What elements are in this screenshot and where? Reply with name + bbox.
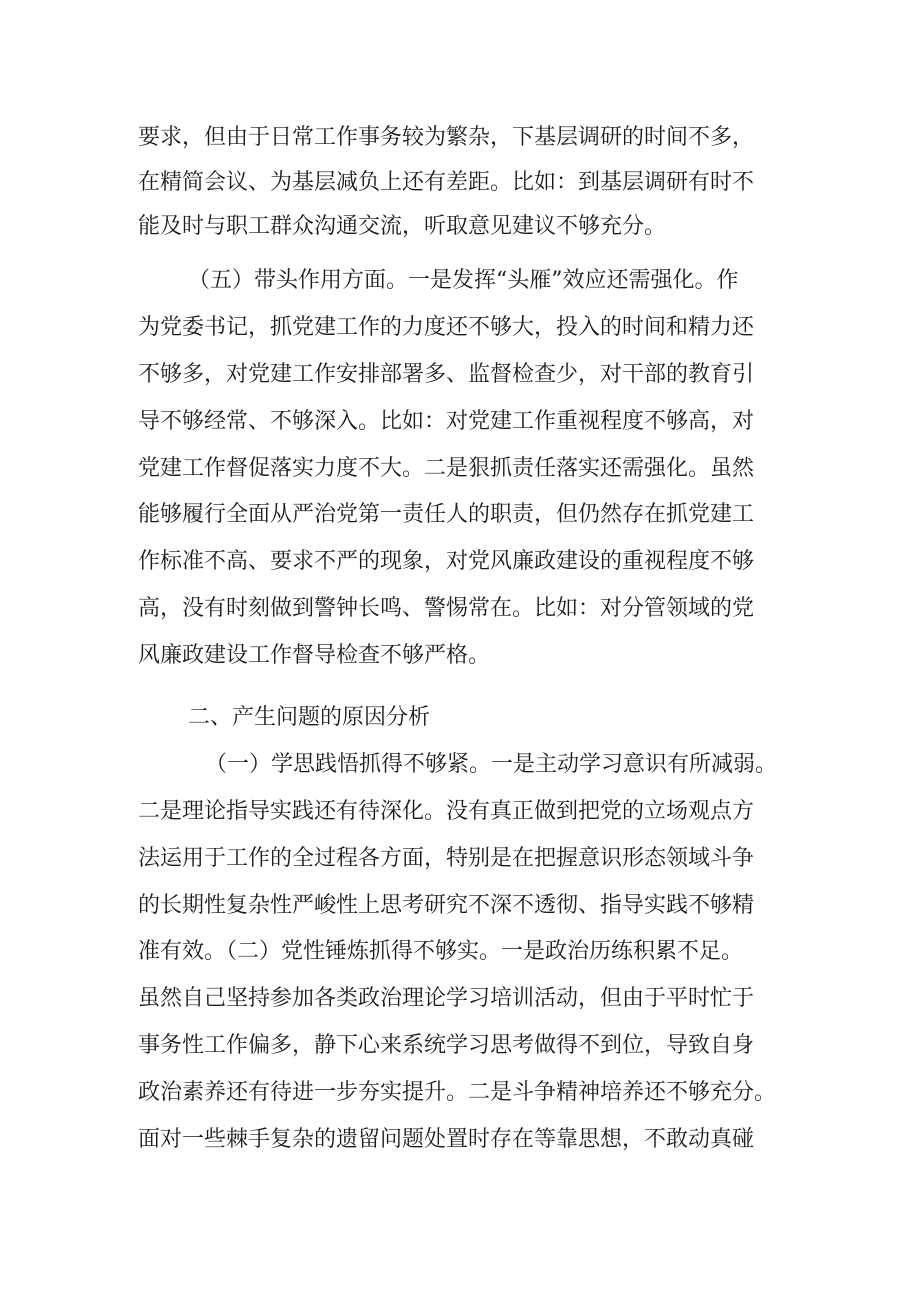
text-line: 不够多，对党建工作安排部署多、监督检查少，对干部的教育引 — [138, 362, 755, 387]
text-line: 事务性工作偏多，静下心来系统学习思考做得不到位，导致自身 — [138, 1033, 755, 1058]
text-line: 面对一些棘手复杂的遗留问题处置时存在等靠思想，不敢动真碰 — [138, 1127, 755, 1152]
text-line: 风廉政建设工作督导检查不够严格。 — [138, 643, 491, 668]
text-line: 党建工作督促落实力度不大。二是狠抓责任落实还需强化。虽然 — [138, 456, 755, 481]
text-line: 为党委书记，抓党建工作的力度还不够大，投入的时间和精力还 — [138, 315, 755, 340]
text-line: 能够履行全面从严治党第一责任人的职责，但仍然存在抓党建工 — [138, 502, 755, 527]
text-line: 二是理论指导实践还有待深化。没有真正做到把党的立场观点方 — [138, 799, 755, 824]
section-heading: 二、产生问题的原因分析 — [188, 705, 431, 730]
text-line: 准有效。（二）党性锤炼抓得不够实。一是政治历练积累不足。 — [138, 939, 744, 964]
section-heading-line: （一）学思践悟抓得不够紧。一是主动学习意识有所减弱。 — [205, 752, 778, 777]
text-line: 法运用于工作的全过程各方面，特别是在把握意识形态领域斗争 — [138, 846, 755, 871]
text-line: 在精简会议、为基层减负上还有差距。比如：到基层调研有时不 — [138, 170, 755, 195]
text-line: 高，没有时刻做到警钟长鸣、警惕常在。比如：对分管领域的党 — [138, 596, 755, 621]
text-line: 能及时与职工群众沟通交流，听取意见建议不够充分。 — [138, 214, 667, 239]
text-line: 的长期性复杂性严峻性上思考研究不深不透彻、指导实践不够精 — [138, 893, 755, 918]
text-line: 虽然自己坚持参加各类政治理论学习培训活动，但由于平时忙于 — [138, 986, 755, 1011]
text-line: 政治素养还有待进一步夯实提升。二是斗争精神培养还不够充分。 — [138, 1080, 777, 1105]
section-heading-line: （五）带头作用方面。一是发挥“头雁”效应还需强化。作 — [188, 268, 739, 293]
text-line: 作标准不高、要求不严的现象，对党风廉政建设的重视程度不够 — [138, 549, 755, 574]
text-line: 要求，但由于日常工作事务较为繁杂，下基层调研的时间不多， — [138, 125, 755, 150]
text-line: 导不够经常、不够深入。比如：对党建工作重视程度不够高，对 — [138, 409, 755, 434]
